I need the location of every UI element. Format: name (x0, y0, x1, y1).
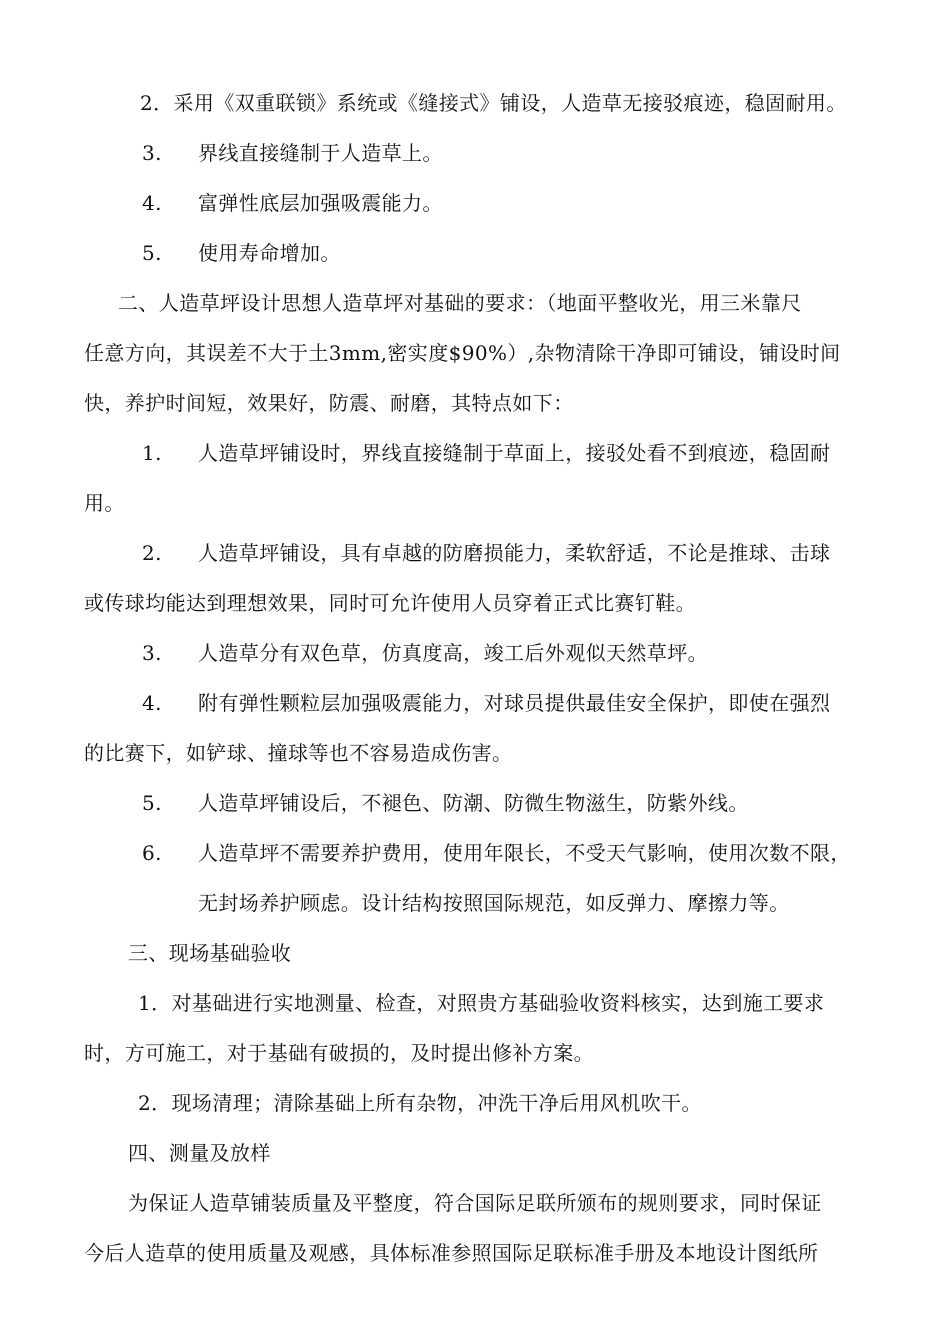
section-heading: 二、人造草坪设计思想人造草坪对基础的要求：（地面平整收光，用三米靠尺 (118, 291, 802, 315)
text-line: 2．现场清理；清除基础上所有杂物，冲洗干净后用风机吹干。 (138, 1091, 702, 1115)
text-line: 人造草坪不需要养护费用，使用年限长，不受天气影响，使用次数不限， (198, 841, 851, 865)
section-heading: 三、现场基础验收 (128, 941, 292, 965)
list-number: 2. (142, 541, 162, 565)
text-line: 用。 (84, 491, 125, 515)
text-line: 2．采用《双重联锁》系统或《缝接式》铺设，人造草无接驳痕迹，稳固耐用。 (140, 91, 847, 115)
text-line: 人造草坪铺设后，不褪色、防潮、防微生物滋生，防紫外线。 (198, 791, 749, 815)
list-number: 6. (142, 841, 162, 865)
text-line: 1．对基础进行实地测量、检查，对照贵方基础验收资料核实，达到施工要求 (138, 991, 825, 1015)
list-number: 5. (142, 241, 162, 265)
list-number: 1. (142, 441, 162, 465)
text-line: 人造草坪铺设，具有卓越的防磨损能力，柔软舒适，不论是推球、击球 (198, 541, 831, 565)
text-line: 使用寿命增加。 (198, 241, 341, 265)
text-line: 今后人造草的使用质量及观感，具体标准参照国际足联标准手册及本地设计图纸所 (84, 1241, 819, 1265)
section-heading: 四、测量及放样 (128, 1141, 271, 1165)
text-line: 富弹性底层加强吸震能力。 (198, 191, 443, 215)
list-number: 4. (142, 691, 162, 715)
text-line: 时，方可施工，对于基础有破损的，及时提出修补方案。 (84, 1041, 594, 1065)
text-line: 为保证人造草铺装质量及平整度，符合国际足联所颁布的规则要求，同时保证 (128, 1191, 822, 1215)
list-number: 4. (142, 191, 162, 215)
text-line: 人造草分有双色草，仿真度高，竣工后外观似天然草坪。 (198, 641, 708, 665)
list-number: 3. (142, 141, 162, 165)
text-line: 附有弹性颗粒层加强吸震能力，对球员提供最佳安全保护，即使在强烈 (198, 691, 831, 715)
list-number: 3. (142, 641, 162, 665)
text-line: 界线直接缝制于人造草上。 (198, 141, 443, 165)
text-line: 的比赛下，如铲球、撞球等也不容易造成伤害。 (84, 741, 513, 765)
text-line: 或传球均能达到理想效果，同时可允许使用人员穿着正式比赛钉鞋。 (84, 591, 696, 615)
list-number: 5. (142, 791, 162, 815)
text-line: 任意方向，其误差不大于土3mm,密实度$90%）,杂物清除干净即可铺设，铺设时间 (84, 341, 841, 365)
text-line: 人造草坪铺设时，界线直接缝制于草面上，接驳处看不到痕迹，稳固耐 (198, 441, 831, 465)
text-line: 快，养护时间短，效果好，防震、耐磨，其特点如下： (84, 391, 574, 415)
text-line: 无封场养护顾虑。设计结构按照国际规范，如反弹力、摩擦力等。 (198, 891, 790, 915)
